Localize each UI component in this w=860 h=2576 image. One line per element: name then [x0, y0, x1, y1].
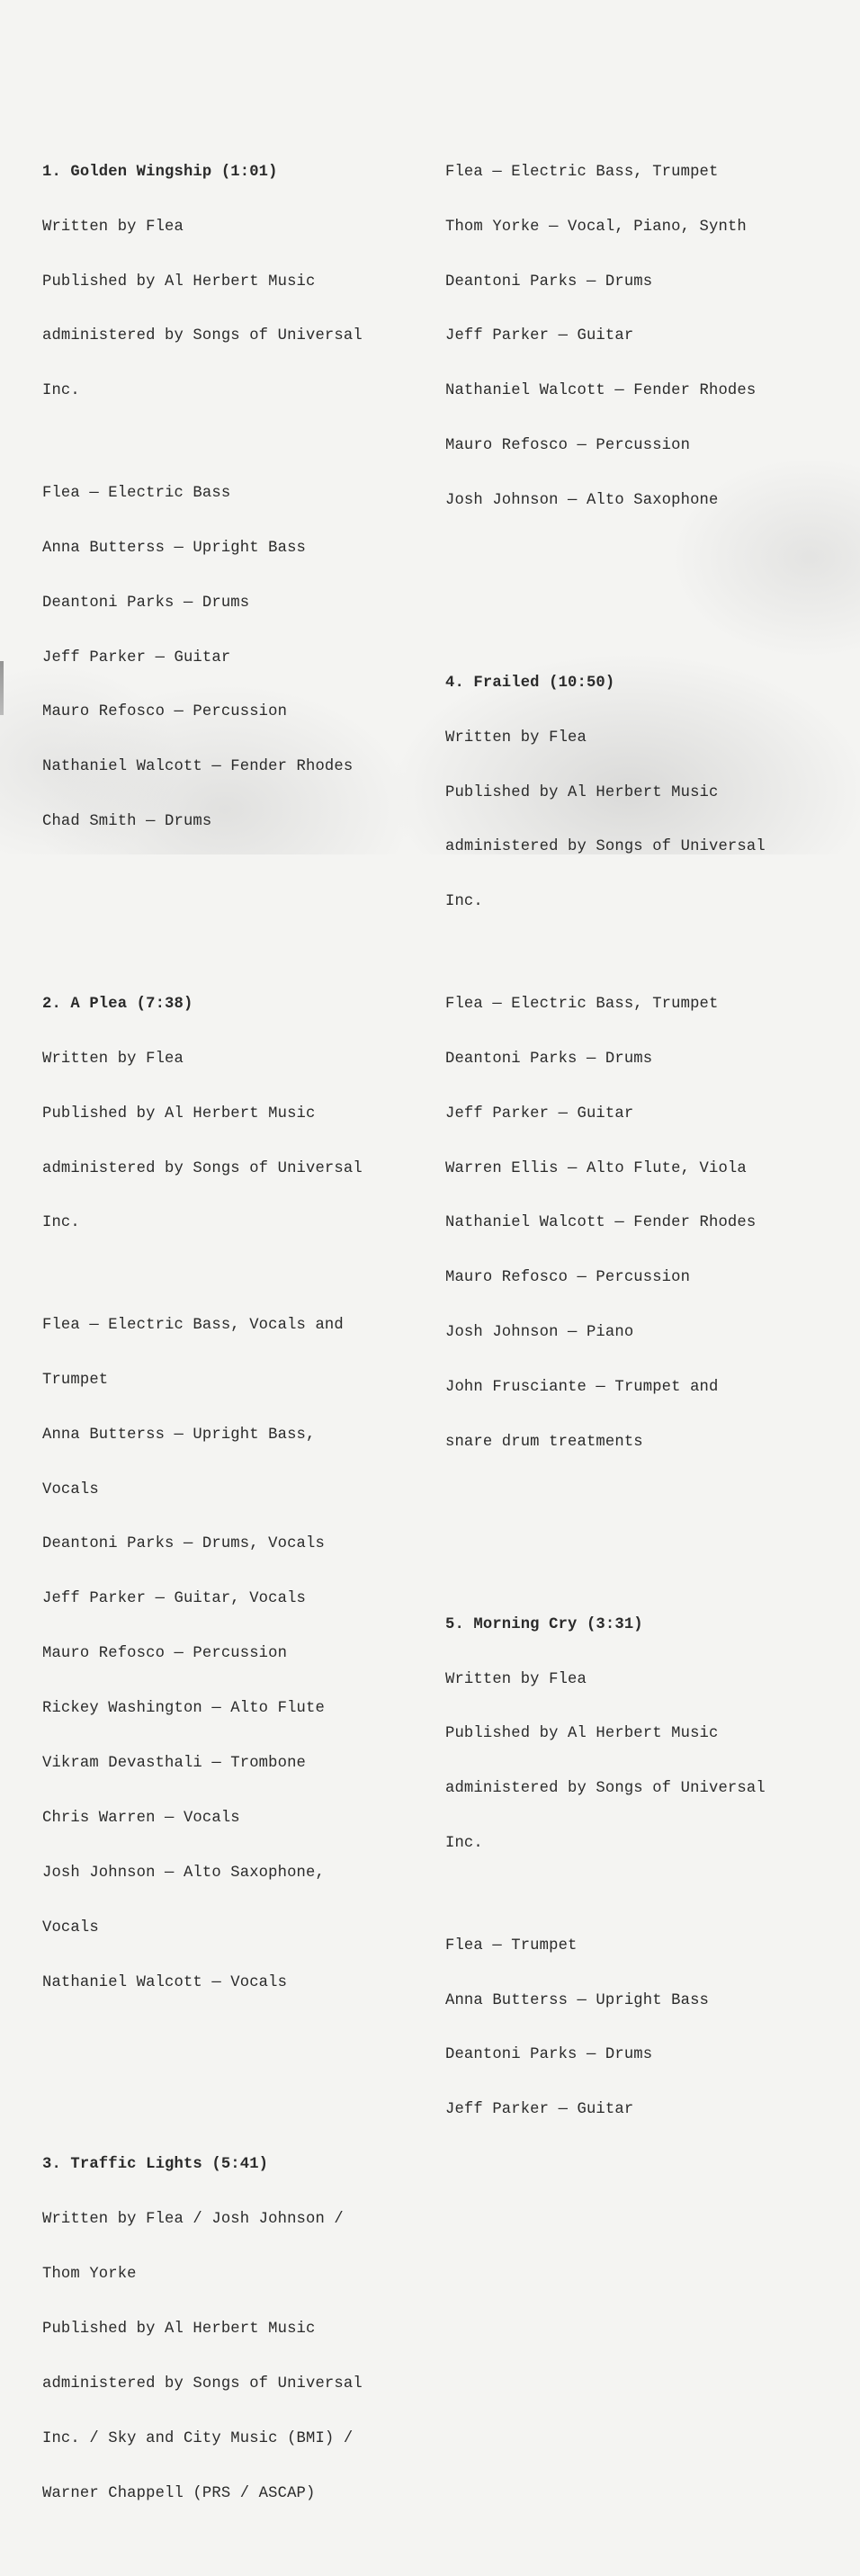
track-title: 1. Golden Wingship (1:01) [42, 163, 278, 181]
writer-credit: Written by Flea [42, 218, 184, 236]
personnel-line: Chris Warren — Vocals [42, 1809, 240, 1827]
personnel-line: Jeff Parker — Guitar [445, 2101, 634, 2119]
personnel-line: Anna Butterss — Upright Bass [445, 1991, 709, 2009]
track-credits [445, 638, 832, 1489]
personnel-line: Anna Butterss — Upright Bass [42, 539, 306, 557]
personnel-line: Josh Johnson — Alto Saxophone, [42, 1864, 325, 1882]
personnel-line: Rickey Washington — Alto Flute [42, 1700, 325, 1718]
binding-edge [0, 661, 4, 715]
personnel-line: Anna Butterss — Upright Bass, [42, 1426, 316, 1444]
track-title: 5. Morning Cry (3:31) [445, 1615, 643, 1633]
personnel-line: Flea — Electric Bass, Vocals and [42, 1316, 344, 1334]
spacer [42, 1269, 420, 1280]
spacer [42, 437, 420, 448]
writer-credit: Written by Flea [42, 1050, 184, 1068]
track-credits [42, 959, 420, 2028]
personnel-line: Chad Smith — Drums [42, 813, 212, 831]
track-credits [42, 2120, 420, 2540]
personnel-line: Mauro Refosco — Percussion [445, 1269, 691, 1287]
personnel-line: Flea — Trumpet [445, 1936, 578, 1954]
personnel-line: Deantoni Parks — Drums, Vocals [42, 1535, 325, 1553]
publishing-credit: Published by Al Herbert Music [42, 2320, 316, 2338]
personnel-line: Jeff Parker — Guitar [42, 648, 231, 666]
personnel-line: Deantoni Parks — Drums [445, 273, 653, 291]
publishing-credit: administered by Songs of Universal [42, 327, 363, 345]
publishing-credit: administered by Songs of Universal [42, 2375, 363, 2393]
writer-credit: Written by Flea [445, 1670, 587, 1688]
publishing-credit: administered by Songs of Universal [445, 1780, 766, 1798]
personnel-line: Thom Yorke — Vocal, Piano, Synth [445, 218, 747, 236]
personnel-line: Deantoni Parks — Drums [42, 594, 250, 612]
spacer [445, 948, 832, 959]
track-credits [445, 1579, 832, 2156]
track-credits-continued [445, 127, 832, 547]
right-column [445, 54, 832, 2193]
writer-credit: Written by Flea / Josh Johnson / [42, 2211, 344, 2229]
track-title: 4. Frailed (10:50) [445, 674, 615, 692]
personnel-line: Vikram Devasthali — Trombone [42, 1755, 306, 1773]
personnel-line: Nathaniel Walcott — Vocals [42, 1973, 288, 1991]
personnel-line: Mauro Refosco — Percussion [42, 1645, 288, 1663]
personnel-line: Trumpet [42, 1371, 109, 1389]
personnel-line: Jeff Parker — Guitar [445, 327, 634, 345]
personnel-line: Nathaniel Walcott — Fender Rhodes [42, 758, 354, 776]
personnel-line: Nathaniel Walcott — Fender Rhodes [445, 1214, 757, 1232]
publishing-credit: administered by Songs of Universal [445, 838, 766, 856]
personnel-line: Jeff Parker — Guitar, Vocals [42, 1590, 306, 1608]
writer-credit: Written by Flea [445, 729, 587, 747]
publishing-credit: Inc. / Sky and City Music (BMI) / [42, 2429, 354, 2447]
personnel-line: Deantoni Parks — Drums [445, 2046, 653, 2064]
personnel-line: John Frusciante — Trumpet and [445, 1379, 719, 1397]
track-credits [42, 127, 420, 868]
left-column [42, 54, 420, 2576]
track-title: 2. A Plea (7:38) [42, 995, 193, 1013]
publishing-credit: Published by Al Herbert Music [42, 1105, 316, 1123]
personnel-line: Nathaniel Walcott — Fender Rhodes [445, 382, 757, 400]
personnel-line: Warren Ellis — Alto Flute, Viola [445, 1159, 747, 1177]
publishing-credit: Inc. [42, 1214, 80, 1232]
personnel-line: Josh Johnson — Piano [445, 1324, 634, 1342]
personnel-line: Flea — Electric Bass, Trumpet [445, 163, 719, 181]
personnel-line: Deantoni Parks — Drums [445, 1050, 653, 1068]
publishing-credit: Published by Al Herbert Music [445, 783, 719, 801]
personnel-line: Josh Johnson — Alto Saxophone [445, 492, 719, 510]
track-title: 3. Traffic Lights (5:41) [42, 2156, 269, 2174]
publishing-credit: Published by Al Herbert Music [42, 273, 316, 291]
personnel-line: Mauro Refosco — Percussion [42, 703, 288, 721]
publishing-credit: Warner Chappell (PRS / ASCAP) [42, 2484, 316, 2502]
personnel-line: Flea — Electric Bass [42, 484, 231, 502]
personnel-line: Flea — Electric Bass, Trumpet [445, 995, 719, 1013]
personnel-line: snare drum treatments [445, 1433, 643, 1451]
publishing-credit: Inc. [445, 893, 483, 911]
personnel-line: Vocals [42, 1480, 99, 1498]
publishing-credit: Published by Al Herbert Music [445, 1725, 719, 1743]
personnel-line: Jeff Parker — Guitar [445, 1105, 634, 1123]
publishing-credit: administered by Songs of Universal [42, 1159, 363, 1177]
spacer [445, 1890, 832, 1901]
publishing-credit: Inc. [42, 382, 80, 400]
writer-credit: Thom Yorke [42, 2266, 137, 2284]
personnel-line: Mauro Refosco — Percussion [445, 437, 691, 455]
publishing-credit: Inc. [445, 1835, 483, 1853]
personnel-line: Vocals [42, 1919, 99, 1936]
